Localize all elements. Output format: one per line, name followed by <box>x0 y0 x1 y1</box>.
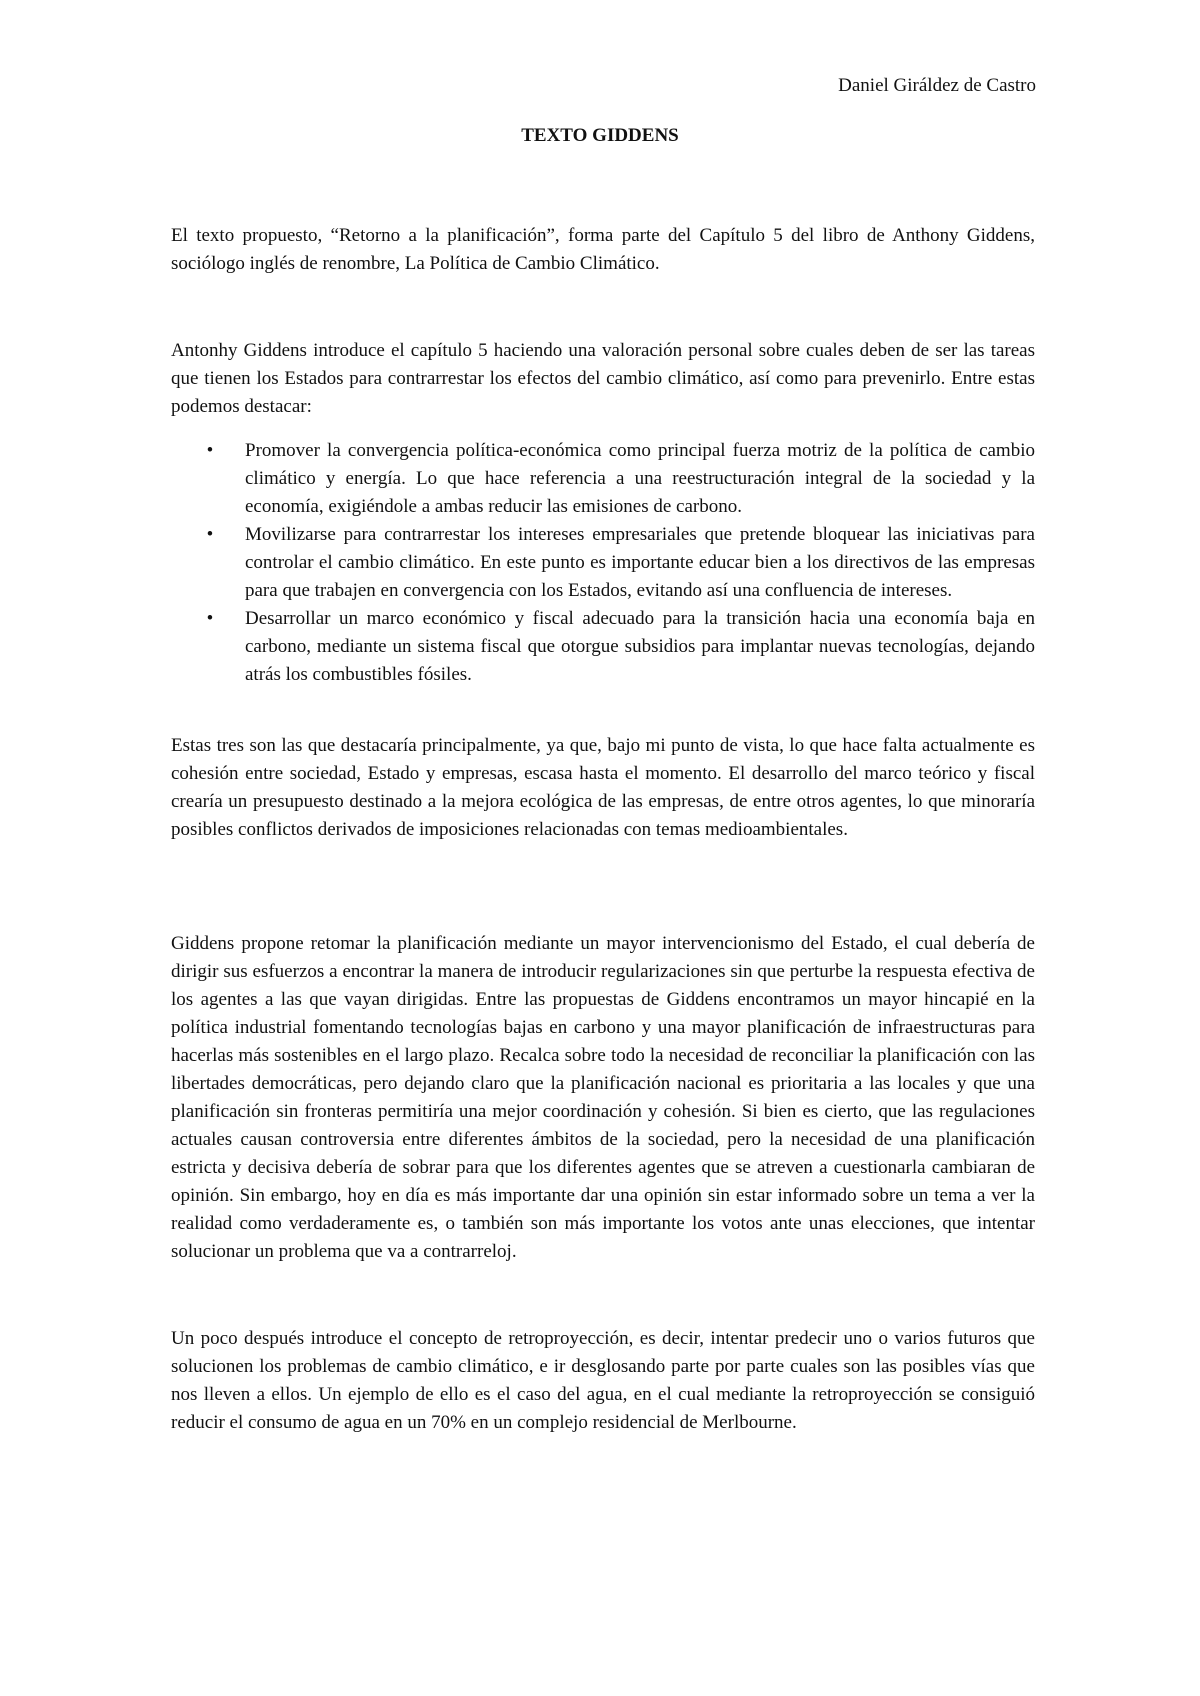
intro-paragraph-text: El texto propuesto, “Retorno a la planificación”, forma parte del Capítulo 5 del libro de Anthony Giddens, sociólogo inglés de renombre, La Política de Cambio Climático. <box>171 225 1035 274</box>
planning-paragraph-text: Giddens propone retomar la planificación mediante un mayor intervencionismo del Estado, el cual debería de dirigir sus esfuerzos a encontrar la manera de introducir regularizaciones sin que perturbe la respuesta efectiva de los agentes a las que vayan dirigidas. Entre las propuestas de Giddens encontramos un mayor hincapié en la política industrial fomentando tecnologías bajas en carbono y una mayor planificación de infraestructuras para hacerlas más sostenibles en el largo plazo. Recalca sobre todo la necesidad de reconciliar la planificación con las libertades democráticas, pero dejando claro que la planificación nacional es prioritaria a las locales y que una planificación sin fronteras permitiría una mejor coordinación y cohesión. Si bien es cierto, que las regulaciones actuales causan controversia entre diferentes ámbitos de la sociedad, pero la necesidad de una planificación estricta y decisiva debería de sobrar para que los diferentes agentes que se atreven a cuestionarla cambiaran de opinión. Sin embargo, hoy en día es más importante dar una opinión sin estar informado sobre un tema a ver la realidad como verdaderamente es, o también son más importante los votos ante unas elecciones, que intentar solucionar un problema que va a contrarreloj. <box>171 933 1035 1262</box>
chapter-intro-paragraph <box>171 337 1035 421</box>
list-item-text: Promover la convergencia política-económica como principal fuerza motriz de la política de cambio climático y energía. Lo que hace referencia a una reestructuración integral de la sociedad y la economía, exigiéndole a ambas reducir las emisiones de carbono. <box>245 440 1035 517</box>
planning-paragraph <box>171 930 1035 1266</box>
summary-paragraph-text: Estas tres son las que destacaría principalmente, ya que, bajo mi punto de vista, lo que hace falta actualmente es cohesión entre sociedad, Estado y empresas, escasa hasta el momento. El desarrollo del marco teórico y fiscal crearía un presupuesto destinado a la mejora ecológica de las empresas, de entre otros agentes, lo que minoraría posibles conflictos derivados de imposiciones relacionadas con temas medioambientales. <box>171 735 1035 840</box>
backcasting-paragraph-text: Un poco después introduce el concepto de retroproyección, es decir, intentar predecir uno o varios futuros que solucionen los problemas de cambio climático, e ir desglosando parte por parte cuales son las posibles vías que nos lleven a ellos. Un ejemplo de ello es el caso del agua, en el cual mediante la retroproyección se consiguió reducir el consumo de agua en un 70% en un complejo residencial de Merlbourne. <box>171 1328 1035 1433</box>
bullet-icon: • <box>206 440 214 461</box>
backcasting-paragraph <box>171 1325 1035 1437</box>
bullet-icon: • <box>206 524 214 545</box>
intro-paragraph <box>171 222 1035 278</box>
author-name: Daniel Giráldez de Castro <box>838 75 1036 96</box>
tasks-bullet-list <box>171 437 1035 689</box>
list-item-text: Desarrollar un marco económico y fiscal adecuado para la transición hacia una economía baja en carbono, mediante un sistema fiscal que otorgue subsidios para implantar nuevas tecnologías, dejando atrás los combustibles fósiles. <box>245 608 1035 685</box>
document-title: TEXTO GIDDENS <box>521 125 679 146</box>
chapter-intro-paragraph-text: Antonhy Giddens introduce el capítulo 5 haciendo una valoración personal sobre cuales deben de ser las tareas que tienen los Estados para contrarrestar los efectos del cambio climático, así como para prevenirlo. Entre estas podemos destacar: <box>171 340 1035 417</box>
summary-paragraph <box>171 732 1035 844</box>
list-item <box>171 521 1035 605</box>
bullet-icon: • <box>206 608 214 629</box>
list-item-text: Movilizarse para contrarrestar los intereses empresariales que pretende bloquear las iniciativas para controlar el cambio climático. En este punto es importante educar bien a los directivos de las empresas para que trabajen en convergencia con los Estados, evitando así una confluencia de intereses. <box>245 524 1035 601</box>
list-item <box>171 437 1035 521</box>
list-item <box>171 605 1035 689</box>
